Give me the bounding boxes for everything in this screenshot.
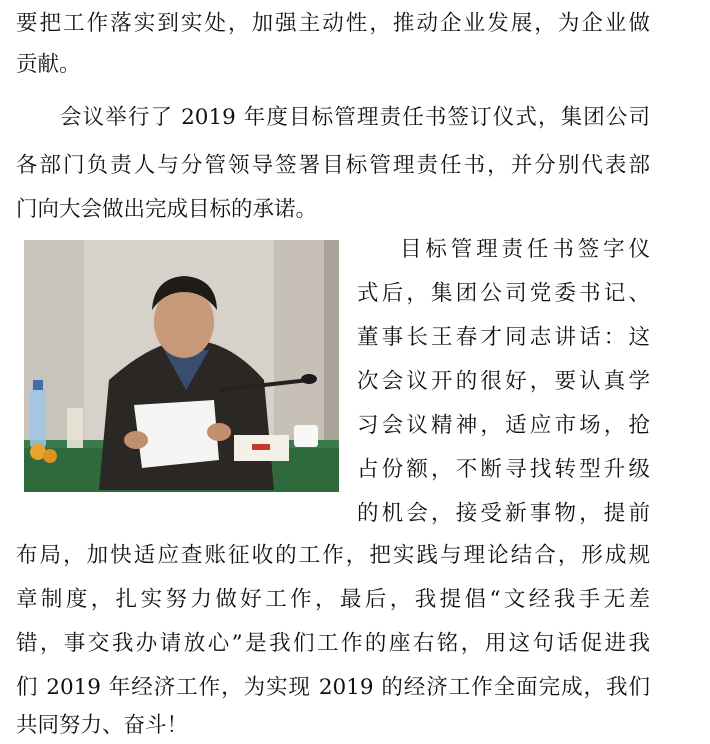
text-line-13: 布局，加快适应查账征收的工作，把实践与理论结合，形成规 [16, 543, 650, 568]
text-line-14: 章制度，扎实努力做好工作，最后，我提倡“文经我手无差 [16, 587, 650, 612]
text-line-1: 要把工作落实到实处，加强主动性，推动企业发展，为企业做 [16, 11, 650, 36]
text-line-9: 次会议开的很好，要认真学 [357, 369, 650, 394]
text-line-15: 错，事交我办请放心”是我们工作的座右铭，用这句话促进我 [16, 631, 650, 656]
text-line-10: 习会议精神，适应市场，抢 [357, 413, 650, 438]
text-line-6: 目标管理责任书签字仪 [400, 237, 650, 262]
text-line-7: 式后，集团公司党委书记、 [357, 281, 650, 306]
text-line-17: 共同努力、奋斗！ [16, 713, 189, 738]
text-line-16: 们 2019 年经济工作，为实现 2019 的经济工作全面完成，我们 [16, 675, 650, 700]
text-line-3: 会议举行了 2019 年度目标管理责任书签订仪式，集团公司 [60, 105, 650, 130]
text-line-12: 的机会，接受新事物，提前 [357, 501, 650, 526]
text-line-8: 董事长王春才同志讲话：这 [357, 325, 650, 350]
text-line-2: 贡献。 [16, 52, 81, 77]
speaker-photo [24, 240, 339, 492]
text-line-4: 各部门负责人与分管领导签署目标管理责任书，并分别代表部 [16, 153, 650, 178]
text-line-11: 占份额，不断寻找转型升级 [357, 457, 650, 482]
text-line-5: 门向大会做出完成目标的承诺。 [16, 197, 318, 222]
